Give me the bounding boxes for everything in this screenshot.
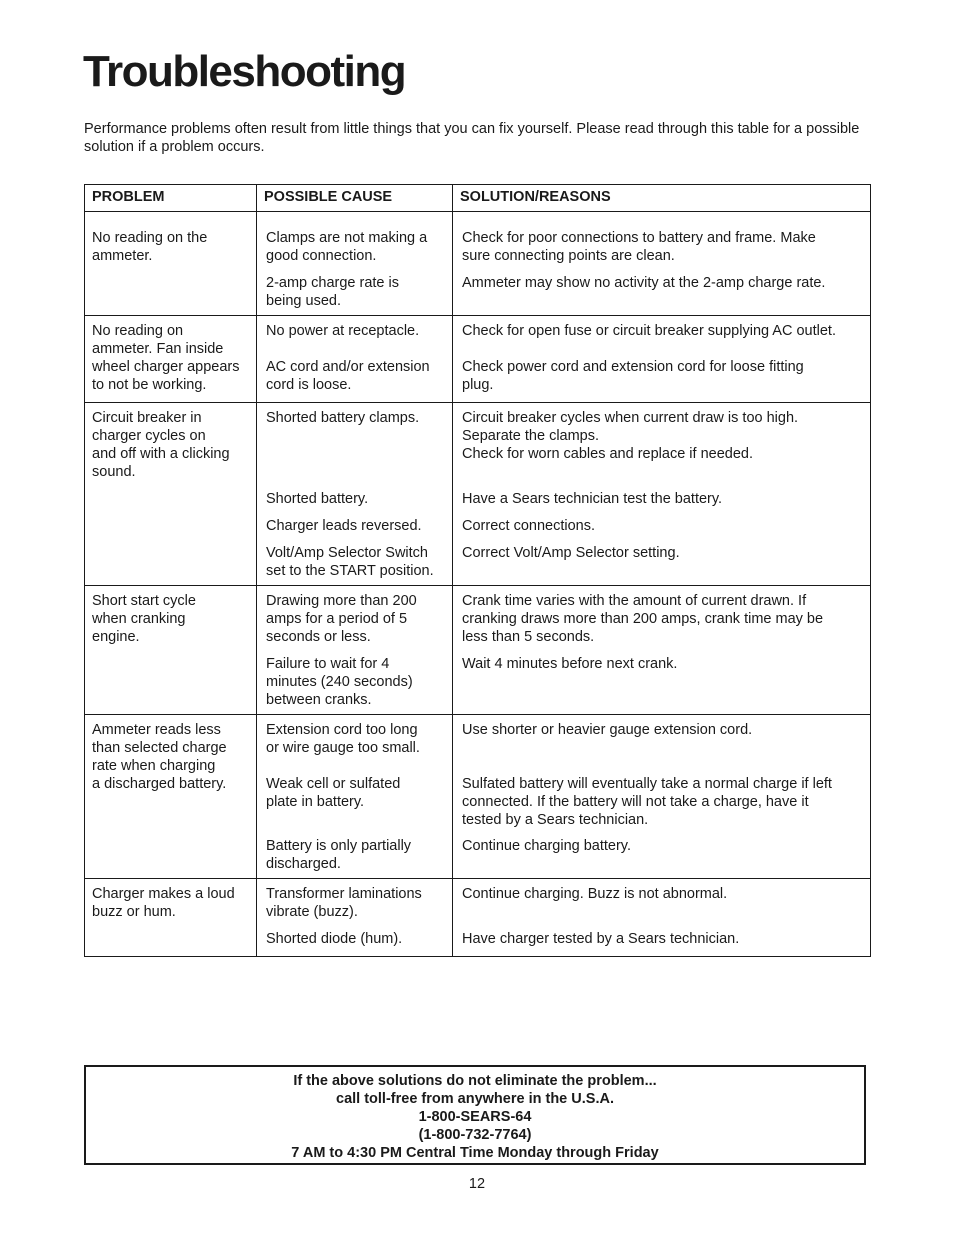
problem-cell [85,879,257,957]
help-phone: 1-800-SEARS-64 [418,1109,532,1125]
problem-text: No reading on the [92,230,208,246]
cause-cell [257,586,453,715]
cause-text: cord is loose. [266,377,352,393]
header-problem: PROBLEM [85,185,257,212]
cause-text: between cranks. [266,692,372,708]
solution-cell [453,586,871,715]
cause-text: Drawing more than 200 [266,593,417,609]
problem-cell [85,586,257,715]
solution-text: Use shorter or heavier gauge extension cord. [462,722,753,738]
solution-text: cranking draws more than 200 amps, crank time may be [462,611,824,627]
cause-entry [257,358,452,399]
solution-entry [453,879,870,930]
solution-text: Check for poor connections to battery and frame. Make [462,230,816,246]
problem-text: Charger makes a loud [92,886,235,902]
table-row [85,316,871,403]
intro-paragraph: Performance problems often result from little things that you can fix yourself. Please read through this table for a possible solution if a problem occurs. [84,121,860,155]
cause-text: Charger leads reversed. [266,518,422,534]
cause-text: Volt/Amp Selector Switch [266,545,428,561]
table-row [85,586,871,715]
cause-text: being used. [266,293,341,309]
solution-entry [453,930,870,956]
cause-text: Shorted battery clamps. [266,410,420,426]
table-row [85,879,871,957]
help-line: call toll-free from anywhere in the U.S.A. [336,1091,614,1107]
table-row [85,403,871,586]
cause-text: amps for a period of 5 [266,611,408,627]
help-hours: 7 AM to 4:30 PM Central Time Monday through Friday [291,1145,659,1161]
solution-cell [453,879,871,957]
cause-text: vibrate (buzz). [266,904,358,920]
problem-text: Circuit breaker in [92,410,202,426]
solution-cell [453,403,871,586]
solution-entry [453,586,870,655]
cause-cell [257,212,453,316]
solution-text: Check for worn cables and replace if needed. [462,446,753,462]
cause-entry [257,316,452,358]
solution-text: Have a Sears technician test the battery. [462,491,723,507]
cause-entry [257,837,452,878]
solution-text: connected. If the battery will not take a charge, have it [462,794,809,810]
solution-entry [453,316,870,358]
solution-cell [453,212,871,316]
header-solution-reasons: SOLUTION/REASONS [453,185,871,212]
solution-entry [453,837,870,878]
solution-text: Circuit breaker cycles when current draw is too high. [462,410,799,426]
solution-entry [453,715,870,775]
solution-text: Sulfated battery will eventually take a normal charge if left [462,776,832,792]
problem-cell [85,316,257,403]
cause-text: good connection. [266,248,377,264]
cause-entry [257,517,452,544]
solution-text: plug. [462,377,494,393]
solution-text: Correct Volt/Amp Selector setting. [462,545,680,561]
problem-text: rate when charging [92,758,216,774]
solution-entry [453,517,870,544]
solution-entry [453,274,870,315]
problem-text: engine. [92,629,140,645]
cause-entry [257,544,452,585]
problem-text: Short start cycle [92,593,196,609]
cause-text: Extension cord too long [266,722,418,738]
cause-text: Shorted diode (hum). [266,931,403,947]
solution-text: Wait 4 minutes before next crank. [462,656,678,672]
solution-text: Continue charging battery. [462,838,632,854]
problem-text: than selected charge [92,740,227,756]
cause-entry [257,586,452,655]
solution-cell [453,316,871,403]
cause-text: AC cord and/or extension [266,359,430,375]
problem-text: Ammeter reads less [92,722,221,738]
problem-cell [85,212,257,316]
cause-entry [257,715,452,775]
cause-cell [257,715,453,879]
cause-text: 2-amp charge rate is [266,275,399,291]
cause-text: discharged. [266,856,341,872]
cause-entry [257,879,452,930]
cause-entry [257,274,452,315]
solution-text: tested by a Sears technician. [462,812,649,828]
cause-cell [257,316,453,403]
cause-text: Weak cell or sulfated [266,776,401,792]
cause-text: Transformer laminations [266,886,422,902]
cause-entry [257,212,452,274]
help-phone-numeric: (1-800-732-7764) [418,1127,532,1143]
solution-text: Separate the clamps. [462,428,600,444]
problem-cell [85,715,257,879]
cause-cell [257,403,453,586]
problem-cell [85,403,257,586]
cause-text: Shorted battery. [266,491,369,507]
solution-text: sure connecting points are clean. [462,248,675,264]
solution-text: Ammeter may show no activity at the 2-amp charge rate. [462,275,826,291]
cause-text: seconds or less. [266,629,371,645]
cause-text: set to the START position. [266,563,434,579]
cause-text: minutes (240 seconds) [266,674,413,690]
cause-entry [257,775,452,837]
page-number: 12 [468,1176,486,1192]
problem-text: buzz or hum. [92,904,176,920]
problem-text: charger cycles on [92,428,206,444]
cause-entry [257,930,452,956]
cause-text: Battery is only partially [266,838,412,854]
page-title: Troubleshooting [83,47,406,96]
problem-text: ammeter. [92,248,153,264]
solution-entry [453,490,870,517]
solution-entry [453,544,870,585]
cause-text: or wire gauge too small. [266,740,420,756]
cause-entry [257,403,452,490]
problem-text: ammeter. Fan inside [92,341,224,357]
problem-text: to not be working. [92,377,207,393]
solution-entry [453,775,870,837]
solution-entry [453,403,870,490]
solution-text: Have charger tested by a Sears technician. [462,931,740,947]
solution-cell [453,715,871,879]
help-line: If the above solutions do not eliminate the problem... [293,1073,657,1089]
cause-text: Clamps are not making a [266,230,428,246]
problem-text: No reading on [92,323,184,339]
problem-text: when cranking [92,611,186,627]
solution-text: Continue charging. Buzz is not abnormal. [462,886,728,902]
solution-text: Check power cord and extension cord for loose fitting [462,359,804,375]
problem-text: sound. [92,464,136,480]
header-possible-cause: POSSIBLE CAUSE [257,185,453,212]
problem-text: wheel charger appears [92,359,240,375]
cause-text: No power at receptacle. [266,323,420,339]
solution-text: Crank time varies with the amount of current drawn. If [462,593,807,609]
problem-text: and off with a clicking [92,446,230,462]
cause-text: Failure to wait for 4 [266,656,390,672]
table-row [85,212,871,316]
table-row [85,715,871,879]
cause-entry [257,490,452,517]
solution-entry [453,655,870,714]
cause-cell [257,879,453,957]
solution-text: less than 5 seconds. [462,629,595,645]
help-contact-box [84,1065,866,1165]
cause-text: plate in battery. [266,794,365,810]
table-header [85,185,871,212]
solution-text: Correct connections. [462,518,595,534]
cause-entry [257,655,452,714]
problem-text: a discharged battery. [92,776,227,792]
table-body [85,212,871,957]
solution-entry [453,212,870,274]
solution-entry [453,358,870,399]
troubleshooting-table [84,184,871,957]
solution-text: Check for open fuse or circuit breaker supplying AC outlet. [462,323,836,339]
